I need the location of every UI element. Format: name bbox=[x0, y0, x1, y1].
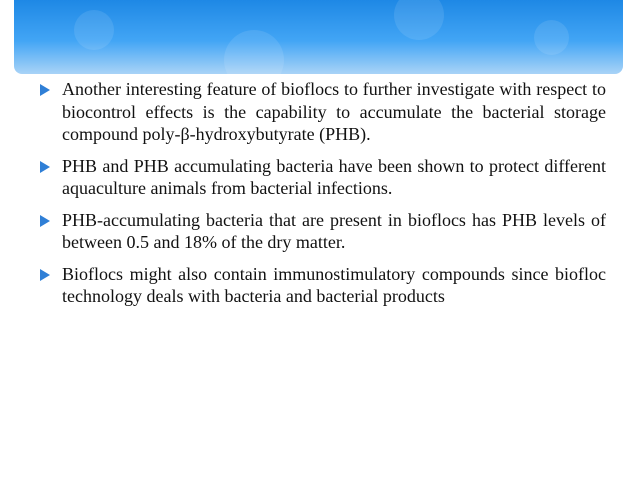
header-band bbox=[14, 0, 623, 74]
bullet-list bbox=[40, 78, 606, 317]
bullet-item bbox=[40, 263, 606, 308]
triangle-bullet-icon bbox=[40, 84, 50, 96]
decorative-bubble bbox=[534, 20, 569, 55]
decorative-bubble bbox=[394, 0, 444, 40]
decorative-bubble bbox=[74, 10, 114, 50]
bullet-item bbox=[40, 155, 606, 200]
bullet-text: PHB and PHB accumulating bacteria have been shown to protect different aquaculture animals from bacterial infections. bbox=[62, 155, 606, 198]
triangle-bullet-icon bbox=[40, 269, 50, 281]
bullet-item bbox=[40, 78, 606, 146]
triangle-bullet-icon bbox=[40, 215, 50, 227]
bullet-text: Another interesting feature of bioflocs to further investigate with respect to biocontrol effects is the capability to accumulate the bacterial storage compound poly-β-hydroxybutyrate (PHB). bbox=[62, 79, 606, 144]
bullet-text: PHB-accumulating bacteria that are present in bioflocs has PHB levels of between 0.5 and 18% of the dry matter. bbox=[62, 209, 606, 252]
decorative-bubble bbox=[224, 30, 284, 74]
bullet-text: Bioflocs might also contain immunostimulatory compounds since biofloc technology deals with bacteria and bacterial products bbox=[62, 263, 606, 306]
bullet-item bbox=[40, 209, 606, 254]
triangle-bullet-icon bbox=[40, 161, 50, 173]
